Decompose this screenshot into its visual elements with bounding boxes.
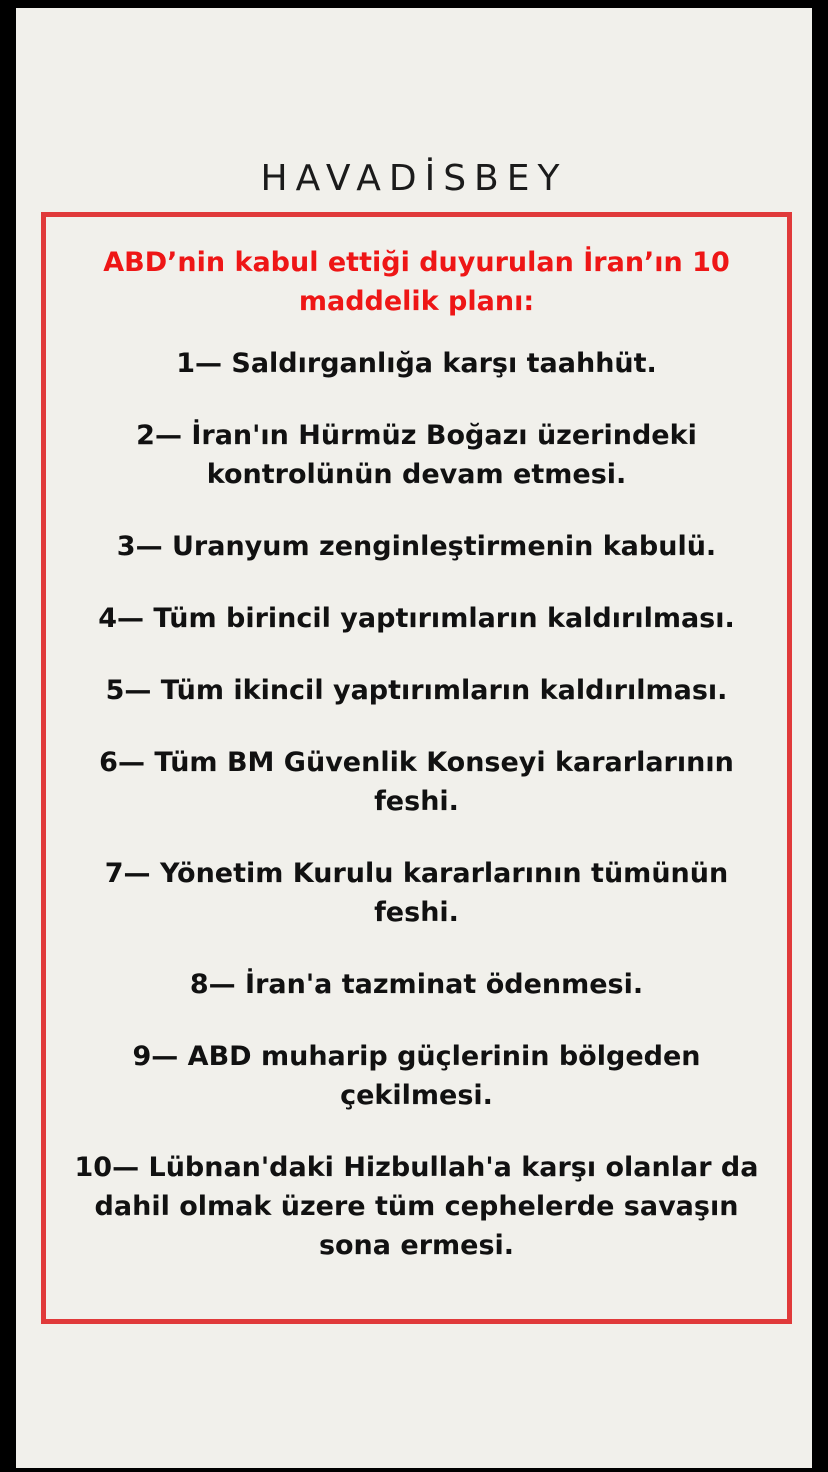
plan-item-9: 9— ABD muharip güçlerinin bölgeden çekilmesi. xyxy=(132,1041,701,1111)
plan-frame xyxy=(41,212,792,1324)
plan-item-4: 4— Tüm birincil yaptırımların kaldırılması. xyxy=(98,603,735,634)
plan-item-2: 2— İran'ın Hürmüz Boğazı üzerindeki kontrolünün devam etmesi. xyxy=(136,420,697,490)
plan-item-10: 10— Lübnan'daki Hizbullah'a karşı olanlar da dahil olmak üzere tüm cephelerde savaşın sona ermesi. xyxy=(74,1152,759,1261)
plan-item-5: 5— Tüm ikincil yaptırımların kaldırılması. xyxy=(105,675,728,706)
post-card xyxy=(16,8,812,1468)
plan-item-7: 7— Yönetim Kurulu kararlarının tümünün feshi. xyxy=(104,858,729,928)
plan-item-8: 8— İran'a tazminat ödenmesi. xyxy=(189,969,644,1000)
plan-item-6: 6— Tüm BM Güvenlik Konseyi kararlarının feshi. xyxy=(99,747,734,817)
plan-content xyxy=(46,243,787,1265)
plan-item-1: 1— Saldırganlığa karşı taahhüt. xyxy=(176,348,657,379)
brand-logo: HAVADİSBEY xyxy=(260,158,568,199)
headline: ABD’nin kabul ettiği duyurulan İran’ın 10 maddelik planı: xyxy=(103,247,730,317)
plan-item-3: 3— Uranyum zenginleştirmenin kabulü. xyxy=(116,531,717,562)
